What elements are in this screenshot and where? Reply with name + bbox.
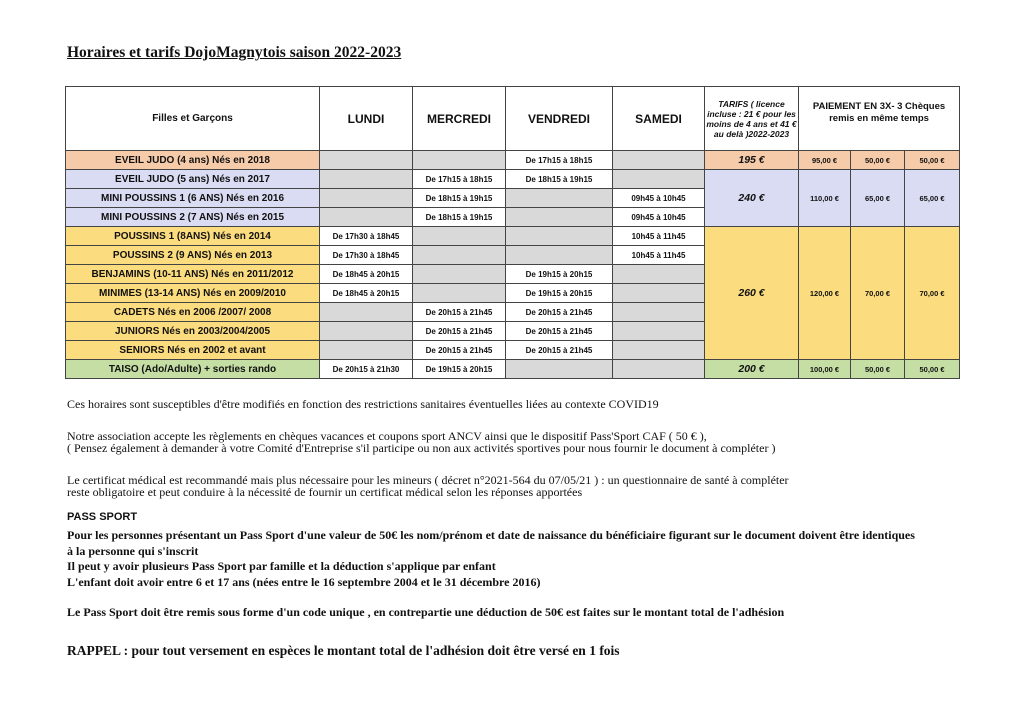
lundi-cell: De 17h30 à 18h45	[320, 227, 413, 246]
vendredi-cell: De 17h15 à 18h15	[506, 151, 613, 170]
lundi-cell	[320, 208, 413, 227]
group-cell: EVEIL JUDO (4 ans) Nés en 2018	[66, 151, 320, 170]
lundi-cell	[320, 303, 413, 322]
group-cell: SENIORS Nés en 2002 et avant	[66, 341, 320, 360]
vendredi-cell: De 20h15 à 21h45	[506, 341, 613, 360]
mercredi-cell	[413, 284, 506, 303]
vendredi-cell: De 19h15 à 20h15	[506, 284, 613, 303]
pass-sport-title: PASS SPORT	[67, 511, 138, 523]
samedi-cell: 09h45 à 10h45	[613, 189, 705, 208]
pass-sport-line3: Il peut y avoir plusieurs Pass Sport par famille et la déduction s'applique par enfant	[67, 559, 496, 573]
vendredi-cell	[506, 208, 613, 227]
vendredi-cell	[506, 360, 613, 379]
mercredi-cell: De 19h15 à 20h15	[413, 360, 506, 379]
samedi-cell	[613, 151, 705, 170]
group-cell: POUSSINS 1 (8ANS) Nés en 2014	[66, 227, 320, 246]
lundi-cell	[320, 322, 413, 341]
covid-note: Ces horaires sont susceptibles d'être modifiés en fonction des restrictions sanitaires éventuelles liées au contexte COVID19	[67, 397, 659, 411]
header-samedi: SAMEDI	[613, 87, 705, 151]
samedi-cell	[613, 284, 705, 303]
mercredi-cell: De 20h15 à 21h45	[413, 303, 506, 322]
price-cell: 195 €	[705, 151, 799, 170]
samedi-cell	[613, 170, 705, 189]
table-row	[66, 360, 960, 379]
payment-2-cell: 50,00 €	[851, 360, 905, 379]
rappel-note: RAPPEL : pour tout versement en espèces le montant total de l'adhésion doit être versé en 1 fois	[67, 643, 620, 658]
mercredi-cell: De 18h15 à 19h15	[413, 208, 506, 227]
mercredi-cell	[413, 151, 506, 170]
price-cell: 260 €	[705, 227, 799, 360]
lundi-cell	[320, 170, 413, 189]
group-cell: TAISO (Ado/Adulte) + sorties rando	[66, 360, 320, 379]
pass-sport-line2: à la personne qui s'inscrit	[67, 544, 199, 558]
lundi-cell	[320, 341, 413, 360]
lundi-cell	[320, 151, 413, 170]
group-cell: EVEIL JUDO (5 ans) Nés en 2017	[66, 170, 320, 189]
certificat-note-line1: Le certificat médical est recommandé mais plus nécessaire pour les mineurs ( décret n°2021-564 du 07/05/21 ) : un questionnaire de santé à compléter	[67, 473, 789, 487]
lundi-cell	[320, 189, 413, 208]
payment-1-cell: 120,00 €	[799, 227, 851, 360]
payment-3-cell: 50,00 €	[905, 151, 960, 170]
samedi-cell: 10h45 à 11h45	[613, 227, 705, 246]
group-cell: CADETS Nés en 2006 /2007/ 2008	[66, 303, 320, 322]
samedi-cell	[613, 341, 705, 360]
vendredi-cell: De 19h15 à 20h15	[506, 265, 613, 284]
payment-1-cell: 110,00 €	[799, 170, 851, 227]
mercredi-cell: De 17h15 à 18h15	[413, 170, 506, 189]
lundi-cell: De 18h45 à 20h15	[320, 265, 413, 284]
page-title: Horaires et tarifs DojoMagnytois saison 2022-2023	[67, 44, 402, 61]
ancv-note-line1: Notre association accepte les règlements en chèques vacances et coupons sport ANCV ainsi que le dispositif Pass'Sport CAF ( 50 € ),	[67, 429, 707, 443]
header-group: Filles et Garçons	[66, 87, 320, 151]
vendredi-cell	[506, 246, 613, 265]
vendredi-cell: De 18h15 à 19h15	[506, 170, 613, 189]
payment-3-cell: 50,00 €	[905, 360, 960, 379]
payment-2-cell: 50,00 €	[851, 151, 905, 170]
samedi-cell: 09h45 à 10h45	[613, 208, 705, 227]
payment-3-cell: 65,00 €	[905, 170, 960, 227]
group-cell: MINIMES (13-14 ANS) Nés en 2009/2010	[66, 284, 320, 303]
lundi-cell: De 20h15 à 21h30	[320, 360, 413, 379]
group-cell: MINI POUSSINS 1 (6 ANS) Nés en 2016	[66, 189, 320, 208]
payment-1-cell: 100,00 €	[799, 360, 851, 379]
vendredi-cell	[506, 227, 613, 246]
samedi-cell	[613, 360, 705, 379]
mercredi-cell: De 20h15 à 21h45	[413, 322, 506, 341]
mercredi-cell	[413, 246, 506, 265]
schedule-table	[65, 86, 960, 379]
group-cell: POUSSINS 2 (9 ANS) Nés en 2013	[66, 246, 320, 265]
table-row	[66, 170, 960, 189]
table-row	[66, 227, 960, 246]
mercredi-cell: De 18h15 à 19h15	[413, 189, 506, 208]
payment-1-cell: 95,00 €	[799, 151, 851, 170]
mercredi-cell	[413, 227, 506, 246]
samedi-cell	[613, 303, 705, 322]
header-tarifs: TARIFS ( licence incluse : 21 € pour les moins de 4 ans et 41 € au delà )2022-2023	[705, 87, 799, 151]
payment-2-cell: 65,00 €	[851, 170, 905, 227]
price-cell: 240 €	[705, 170, 799, 227]
vendredi-cell	[506, 189, 613, 208]
payment-2-cell: 70,00 €	[851, 227, 905, 360]
price-cell: 200 €	[705, 360, 799, 379]
pass-sport-line5: Le Pass Sport doit être remis sous forme d'un code unique , en contrepartie une déduction de 50€ est faites sur le montant total de l'adhésion	[67, 605, 785, 619]
vendredi-cell: De 20h15 à 21h45	[506, 303, 613, 322]
samedi-cell	[613, 322, 705, 341]
lundi-cell: De 17h30 à 18h45	[320, 246, 413, 265]
mercredi-cell: De 20h15 à 21h45	[413, 341, 506, 360]
certificat-note-line2: reste obligatoire et peut conduire à la nécessité de fournir un certificat médical selon les réponses apportées	[67, 485, 583, 499]
header-lundi: LUNDI	[320, 87, 413, 151]
header-vendredi: VENDREDI	[506, 87, 613, 151]
ancv-note-line2: ( Pensez également à demander à votre Comité d'Entreprise s'il participe ou non aux activités sportives pour nous fournir le document à compléter )	[67, 441, 776, 455]
samedi-cell: 10h45 à 11h45	[613, 246, 705, 265]
vendredi-cell: De 20h15 à 21h45	[506, 322, 613, 341]
pass-sport-line4: L'enfant doit avoir entre 6 et 17 ans (nées entre le 16 septembre 2004 et le 31 décembre 2016)	[67, 575, 541, 589]
payment-3-cell: 70,00 €	[905, 227, 960, 360]
header-paiement: PAIEMENT EN 3X- 3 Chèques remis en même temps	[799, 87, 960, 151]
samedi-cell	[613, 265, 705, 284]
group-cell: BENJAMINS (10-11 ANS) Nés en 2011/2012	[66, 265, 320, 284]
group-cell: JUNIORS Nés en 2003/2004/2005	[66, 322, 320, 341]
group-cell: MINI POUSSINS 2 (7 ANS) Nés en 2015	[66, 208, 320, 227]
table-row	[66, 151, 960, 170]
pass-sport-line1: Pour les personnes présentant un Pass Sport d'une valeur de 50€ les nom/prénom et date de naissance du bénéficiaire figurant sur le document doivent être identiques	[67, 528, 915, 542]
lundi-cell: De 18h45 à 20h15	[320, 284, 413, 303]
header-mercredi: MERCREDI	[413, 87, 506, 151]
mercredi-cell	[413, 265, 506, 284]
